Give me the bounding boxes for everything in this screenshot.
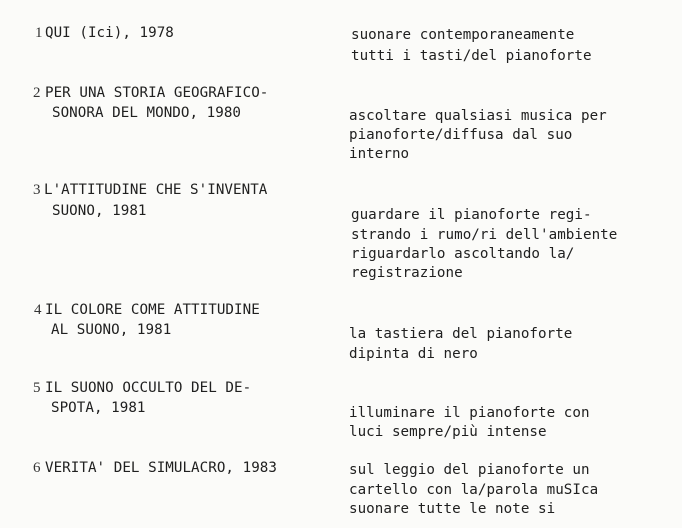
entry-number: 4 (34, 302, 42, 318)
entry-title-line: VERITA' DEL SIMULACRO, 1983 (45, 460, 277, 476)
entry-number: 2 (33, 85, 41, 101)
entry-description-line: cartello con la/parola muSIca (349, 482, 599, 498)
entry-description-line: sul leggio del pianoforte un (349, 462, 590, 478)
entry-number: 1 (35, 25, 43, 41)
entry-description-line: tutti i tasti/del pianoforte (351, 48, 592, 64)
entry-title-line: IL SUONO OCCULTO DEL DE- (45, 380, 252, 396)
entry-description-line: registrazione (351, 265, 463, 281)
entry-number: 6 (33, 460, 41, 476)
entry-description-line: pianoforte/diffusa dal suo (349, 127, 573, 143)
entry-description-line: interno (349, 146, 410, 162)
entry-description-line: guardare il pianoforte regi- (351, 207, 592, 223)
entry-description-line: ascoltare qualsiasi musica per (349, 108, 607, 124)
entry-title-line: SUONO, 1981 (52, 203, 147, 219)
entry-description-line: suonare tutte le note si (349, 501, 556, 517)
entry-description-line: illuminare il pianoforte con (349, 405, 590, 421)
entry-title-line: IL COLORE COME ATTITUDINE (45, 302, 260, 318)
entry-title-line: AL SUONO, 1981 (51, 322, 172, 338)
entry-title-line: SPOTA, 1981 (51, 400, 146, 416)
entry-description-line: dipinta di nero (349, 346, 478, 362)
entry-title-line: QUI (Ici), 1978 (45, 25, 174, 41)
entry-description-line: suonare contemporaneamente (351, 27, 575, 43)
entry-description-line: luci sempre/più intense (349, 424, 547, 440)
entry-number: 3 (33, 182, 41, 198)
entry-title-line: PER UNA STORIA GEOGRAFICO- (45, 85, 269, 101)
entry-title-line: L'ATTITUDINE CHE S'INVENTA (44, 182, 268, 198)
entry-description-line: la tastiera del pianoforte (349, 326, 573, 342)
entry-number: 5 (33, 380, 41, 396)
entry-description-line: riguardarlo ascoltando la/ (351, 246, 575, 262)
entry-title-line: SONORA DEL MONDO, 1980 (52, 105, 242, 121)
entry-description-line: strando i rumo/ri dell'ambiente (351, 227, 618, 243)
